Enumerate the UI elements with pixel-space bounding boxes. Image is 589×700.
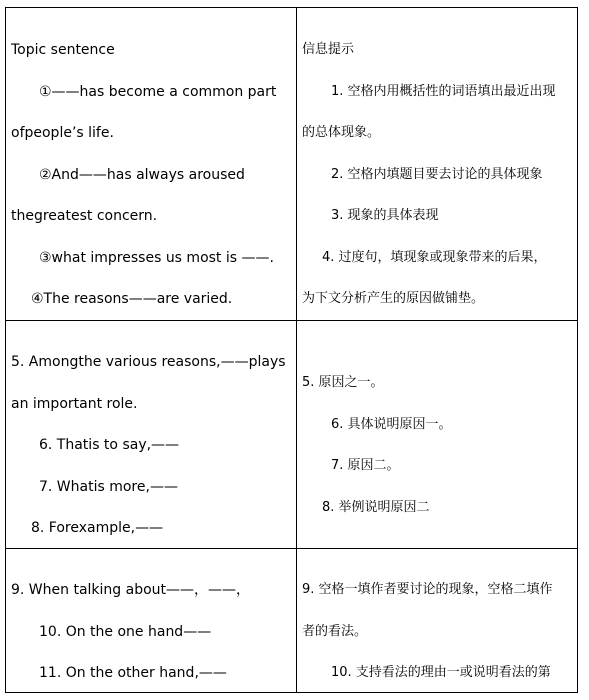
table-row-opinion — [6, 549, 577, 693]
table-row-reasons — [6, 321, 577, 548]
cell-english-opinion — [6, 549, 296, 693]
text-line: an important role. — [11, 396, 138, 412]
template-table — [5, 7, 578, 693]
text-line: 3. 现象的具体表现 — [331, 208, 439, 223]
text-line: 为下文分析产生的原因做铺垫。 — [302, 291, 485, 306]
text-line: 10. On the one hand—— — [39, 624, 212, 640]
text-line: 的总体现象。 — [302, 125, 381, 140]
cell-english-topic — [6, 8, 296, 320]
text-line: 6. Thatis to say,—— — [39, 437, 180, 453]
text-line: 7. Whatis more,—— — [39, 479, 178, 495]
text-line: 9. 空格一填作者要讨论的现象，空格二填作 — [302, 582, 553, 597]
text-line: 9. When talking about——，——， — [11, 582, 251, 598]
text-line: 者的看法。 — [302, 624, 368, 639]
text-line: ③what impresses us most is ——. — [39, 250, 274, 266]
cell-chinese-opinion — [297, 549, 578, 693]
text-line: ④The reasons——are varied. — [31, 291, 233, 307]
text-line: ②And——has always aroused — [39, 167, 245, 183]
table-row-topic — [6, 8, 577, 320]
text-line: 1. 空格内用概括性的词语填出最近出现 — [331, 84, 556, 99]
text-line: thegreatest concern. — [11, 208, 158, 224]
cell-chinese-topic — [297, 8, 578, 320]
text-line: 信息提示 — [302, 42, 355, 57]
text-line: 10. 支持看法的理由一或说明看法的第 — [331, 665, 551, 680]
text-line: 4. 过度句，填现象或现象带来的后果， — [322, 250, 547, 265]
text-line: 8. 举例说明原因二 — [322, 500, 430, 515]
text-line: 6. 具体说明原因一。 — [331, 417, 452, 432]
cell-english-reasons — [6, 321, 296, 548]
text-line: Topic sentence — [11, 42, 115, 58]
text-line: ofpeople’s life. — [11, 125, 114, 141]
cell-chinese-reasons — [297, 321, 578, 548]
text-line: 5. 原因之一。 — [302, 375, 384, 390]
text-line: 5. Amongthe various reasons,——plays — [11, 354, 286, 370]
text-line: 11. On the other hand,—— — [39, 665, 227, 681]
text-line: ①——has become a common part — [39, 84, 277, 100]
text-line: 7. 原因二。 — [331, 458, 400, 473]
text-line: 8. Forexample,—— — [31, 520, 164, 536]
text-line: 2. 空格内填题目要去讨论的具体现象 — [331, 167, 543, 182]
